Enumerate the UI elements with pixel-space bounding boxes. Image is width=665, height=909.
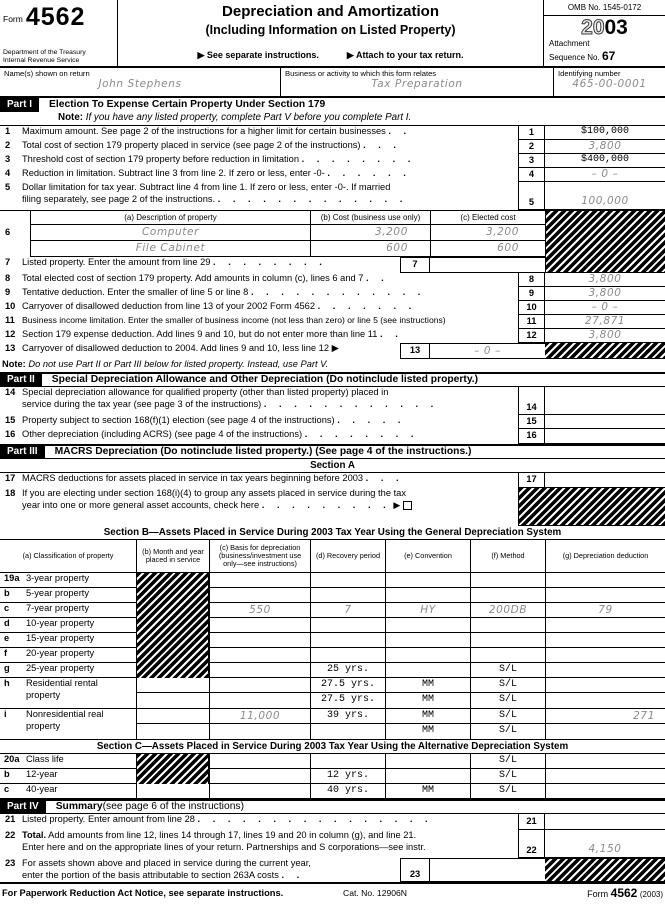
line-11: 11 Business income limitation. Enter the smaller of business income (not less than zero) or line 5 (see instructions) 11 27,871 — [0, 315, 665, 329]
line-14-amount[interactable] — [545, 387, 665, 415]
elected-cost-field[interactable]: 600 — [430, 241, 545, 257]
row-19d: d 10-year property — [0, 618, 665, 633]
name-label: Name(s) shown on return — [4, 69, 90, 78]
part4-badge: Part IV — [0, 801, 46, 813]
macrs-table — [0, 540, 665, 799]
form-header — [0, 0, 665, 68]
hatched-area — [518, 488, 665, 526]
line-1: 1 Maximum amount. See page 2 of the instructions for a higher limit for certain businesses . . 1 $100,000 — [0, 126, 665, 140]
page-footer — [0, 884, 665, 903]
line-21-amount[interactable] — [545, 814, 665, 830]
form-word: Form — [3, 14, 23, 24]
omb-number: OMB No. 1545-0172 — [544, 0, 665, 16]
line-8: 8 Total elected cost of section 179 property. Add amounts in column (c), lines 6 and 7 . . 8 3,800 — [0, 273, 665, 287]
form-id-block — [0, 0, 118, 66]
see-instructions-note: ▶ See separate instructions. — [197, 50, 319, 61]
line-22-amount[interactable]: 4,150 — [545, 830, 665, 858]
part1-title: Election To Expense Certain Property Under Section 179 — [49, 98, 326, 110]
recovery-field: 25 yrs. — [310, 663, 385, 677]
tax-year: 2003 — [581, 16, 628, 39]
row-19c: c 7-year property 550 7 HY 200DB 79 — [0, 603, 665, 618]
line-21: 21 Listed property. Enter amount from line 28 . . . . . . . . . . . . . . . . 21 — [0, 814, 665, 830]
line-23-amount[interactable] — [430, 858, 545, 882]
method-field: S/L — [470, 663, 545, 677]
line-7-amount[interactable] — [430, 257, 545, 273]
row-19i: i Nonresidential real property 11,000 39 yrs. MM S/L 271 MM S/L — [0, 709, 665, 740]
basis-field[interactable]: 550 — [209, 603, 310, 617]
month-year-field[interactable] — [136, 678, 209, 692]
agency-block: Department of the Treasury Internal Revenue Service — [3, 48, 86, 64]
part1-badge: Part I — [0, 98, 39, 112]
cost-field[interactable]: 600 — [310, 241, 430, 257]
col-c-header: (c) Basis for depreciation (business/investment use only—see instructions) — [209, 540, 310, 572]
line-4: 4 Reduction in limitation. Subtract line 3 from line 2. If zero or less, enter -0- . . . . . . 4 – 0 – — [0, 168, 665, 182]
row-20b: b 12-year 12 yrs. S/L — [0, 769, 665, 784]
line-3-amount[interactable]: $400,000 — [545, 154, 665, 168]
business-label: Business or activity to which this form relates — [285, 69, 437, 78]
line-2-amount[interactable]: 3,800 — [545, 140, 665, 154]
line-15: 15 Property subject to section 168(f)(1) election (see page 4 of the instructions) . . . . . 15 — [0, 415, 665, 429]
name-field[interactable]: John Stephens — [98, 78, 182, 91]
line-14: 14 Special depreciation allowance for qualified property (other than listed property) placed in service during the tax year (see page 3 of the instructions) . . . . . . . . . . . . 14 — [0, 387, 665, 415]
line-16: 16 Other depreciation (including ACRS) (see page 4 of the instructions) . . . . . . . . 16 — [0, 429, 665, 444]
property-row — [0, 241, 545, 257]
group-assets-checkbox[interactable] — [403, 501, 412, 510]
catalog-number: Cat. No. 12906N — [343, 888, 408, 899]
row-19g: g 25-year property 25 yrs. S/L — [0, 663, 665, 678]
form-number: 4562 — [25, 3, 86, 31]
line-8-amount[interactable]: 3,800 — [545, 273, 665, 287]
row-19h: h Residential rental property 27.5 yrs. MM S/L 27.5 yrs. MM S/L — [0, 678, 665, 709]
row-20a: 20a Class life S/L — [0, 754, 665, 769]
note-listed-property: Note: Do not use Part II or Part III below for listed property. Instead, use Part V. — [2, 359, 329, 370]
line-12: 12 Section 179 expense deduction. Add lines 9 and 10, but do not enter more than line 11 . . 12 3,800 — [0, 329, 665, 343]
line-16-amount[interactable] — [545, 429, 665, 444]
hatched-area — [545, 211, 665, 273]
attach-note: ▶ Attach to your tax return. — [346, 50, 464, 61]
line-9: 9 Tentative deduction. Enter the smaller of line 5 or line 8 . . . . . . . . . . . . 9 3,800 — [0, 287, 665, 301]
line-11-amount[interactable]: 27,871 — [545, 315, 665, 329]
part2-banner: Part II Special Depreciation Allowance and Other Depreciation ( Do not include listed property.) — [0, 372, 665, 387]
hatched-area — [136, 754, 209, 784]
elected-cost-field[interactable]: 3,200 — [430, 225, 545, 241]
line-12-amount[interactable]: 3,800 — [545, 329, 665, 343]
col-d-header: (d) Recovery period — [310, 540, 385, 572]
deduction-field[interactable]: 271 — [545, 709, 665, 723]
arrow-icon: ▶ — [393, 499, 401, 510]
col-e-header: (e) Convention — [385, 540, 470, 572]
part1-banner: Part I Election To Expense Certain Property Under Section 179 Note: If you have any listed property, complete Part V before you complete Part I. — [0, 98, 665, 126]
row-20c: c 40-year 40 yrs. MM S/L — [0, 784, 665, 799]
line-7: 7 Listed property. Enter the amount from line 29 . . . . . . . . 7 — [0, 257, 545, 273]
month-year-field[interactable] — [136, 709, 209, 723]
line-3: 3 Threshold cost of section 179 property before reduction in limitation . . . . . . . . 3 $400,000 — [0, 154, 665, 168]
section-a-title: Section A — [0, 459, 665, 473]
col-a-header: (a) Description of property — [30, 211, 310, 225]
description-field[interactable]: File Cabinet — [30, 241, 310, 257]
form-subtitle: (Including Information on Listed Property) — [205, 22, 456, 37]
col-g-header: (g) Depreciation deduction — [545, 540, 665, 572]
line-15-amount[interactable] — [545, 415, 665, 429]
col-c-header: (c) Elected cost — [430, 211, 545, 225]
line-17-amount[interactable] — [545, 473, 665, 488]
part4-banner: Part IV Summary (see page 6 of the instructions) — [0, 799, 665, 814]
property-row: 6 Computer 3,200 3,200 — [0, 225, 545, 241]
convention-field[interactable]: HY — [385, 603, 470, 617]
recovery-field[interactable]: 7 — [310, 603, 385, 617]
form-title-block — [118, 0, 543, 66]
paperwork-notice: For Paperwork Reduction Act Notice, see separate instructions. — [2, 887, 284, 898]
line-9-amount[interactable]: 3,800 — [545, 287, 665, 301]
basis-field[interactable] — [209, 573, 310, 587]
form-signature: Form 4562 (2003) — [587, 886, 663, 901]
hatched-area — [136, 573, 209, 678]
deduction-field[interactable]: 79 — [545, 603, 665, 617]
attachment-sequence: Attachment Sequence No. 67 — [549, 39, 616, 63]
hatched-area — [545, 858, 665, 882]
part3-banner: Part III MACRS Depreciation ( Do not include listed property.) (See page 4 of the instructions.) — [0, 444, 665, 459]
section-c-title: Section C—Assets Placed in Service During 2003 Tax Year Using the Alternative Depreciation System — [0, 740, 665, 754]
row-19a: 19a 3-year property — [0, 573, 665, 588]
line-13: 13 Carryover of disallowed deduction to 2004. Add lines 9 and 10, less line 12 ▶ 13 – 0 – — [0, 343, 665, 359]
col-f-header: (f) Method — [470, 540, 545, 572]
line-18: 18 If you are electing under section 168(i)(4) to group any assets placed in service during the tax year into one or more general asset accounts, check here . . . . . . . . . ▶ — [0, 488, 665, 526]
row-19f: f 20-year property — [0, 648, 665, 663]
form-title: Depreciation and Amortization — [222, 3, 439, 20]
business-field[interactable]: Tax Preparation — [371, 78, 463, 91]
line-5-amount[interactable]: 100,000 — [545, 182, 665, 210]
row-19b: b 5-year property — [0, 588, 665, 603]
line-6-table — [0, 210, 665, 273]
basis-field[interactable]: 11,000 — [209, 709, 310, 723]
description-field[interactable]: Computer — [30, 225, 310, 241]
identifying-number-label: Identifying number — [558, 69, 621, 78]
line-1-amount[interactable]: $100,000 — [545, 126, 665, 140]
month-year-field[interactable] — [136, 724, 209, 739]
part3-badge: Part III — [0, 446, 45, 458]
identity-row — [0, 68, 665, 98]
omb-block — [543, 0, 665, 66]
month-year-field[interactable] — [136, 693, 209, 708]
hatched-area — [545, 343, 665, 359]
line-10: 10 Carryover of disallowed deduction from line 13 of your 2002 Form 4562 . . . . . . . 10 – 0 – — [0, 301, 665, 315]
line-5: 5 Dollar limitation for tax year. Subtract line 4 from line 1. If zero or less, enter -0-. If married filing separately, see page 2 of the instructions. . . . . . . . . . . . . . 5 100,000 — [0, 182, 665, 210]
cost-field[interactable]: 3,200 — [310, 225, 430, 241]
col-a-header: (a) Classification of property — [22, 551, 114, 561]
row-19e: e 15-year property — [0, 633, 665, 648]
line-17: 17 MACRS deductions for assets placed in service in tax years beginning before 2003 . . . 17 — [0, 473, 665, 488]
line-22: 22 Total. Add amounts from line 12, lines 14 through 17, lines 19 and 20 in column (g), and line 21. Enter here and on the appropriate lines of your return. Partnerships and S corporations—see instr. 22 4,150 — [0, 830, 665, 858]
col-b-header: (b) Cost (business use only) — [310, 211, 430, 225]
identifying-number-field[interactable]: 465-00-0001 — [572, 78, 647, 91]
line-23: 23 For assets shown above and placed in service during the current year, enter the portion of the basis attributable to section 263A costs . . 23 — [0, 858, 665, 882]
line-4-amount[interactable]: – 0 – — [545, 168, 665, 182]
month-year-field[interactable] — [136, 784, 209, 798]
section-b-title: Section B—Assets Placed in Service During 2003 Tax Year Using the General Depreciation System — [0, 526, 665, 540]
method-field[interactable]: 200DB — [470, 603, 545, 617]
line-10-amount[interactable]: – 0 – — [545, 301, 665, 315]
col-b-header: (b) Month and year placed in service — [136, 540, 209, 572]
line-2: 2 Total cost of section 179 property placed in service (see page 2 of the instructions) . . . 2 3,800 — [0, 140, 665, 154]
line-13-amount[interactable]: – 0 – — [430, 343, 545, 359]
part2-badge: Part II — [0, 374, 42, 386]
